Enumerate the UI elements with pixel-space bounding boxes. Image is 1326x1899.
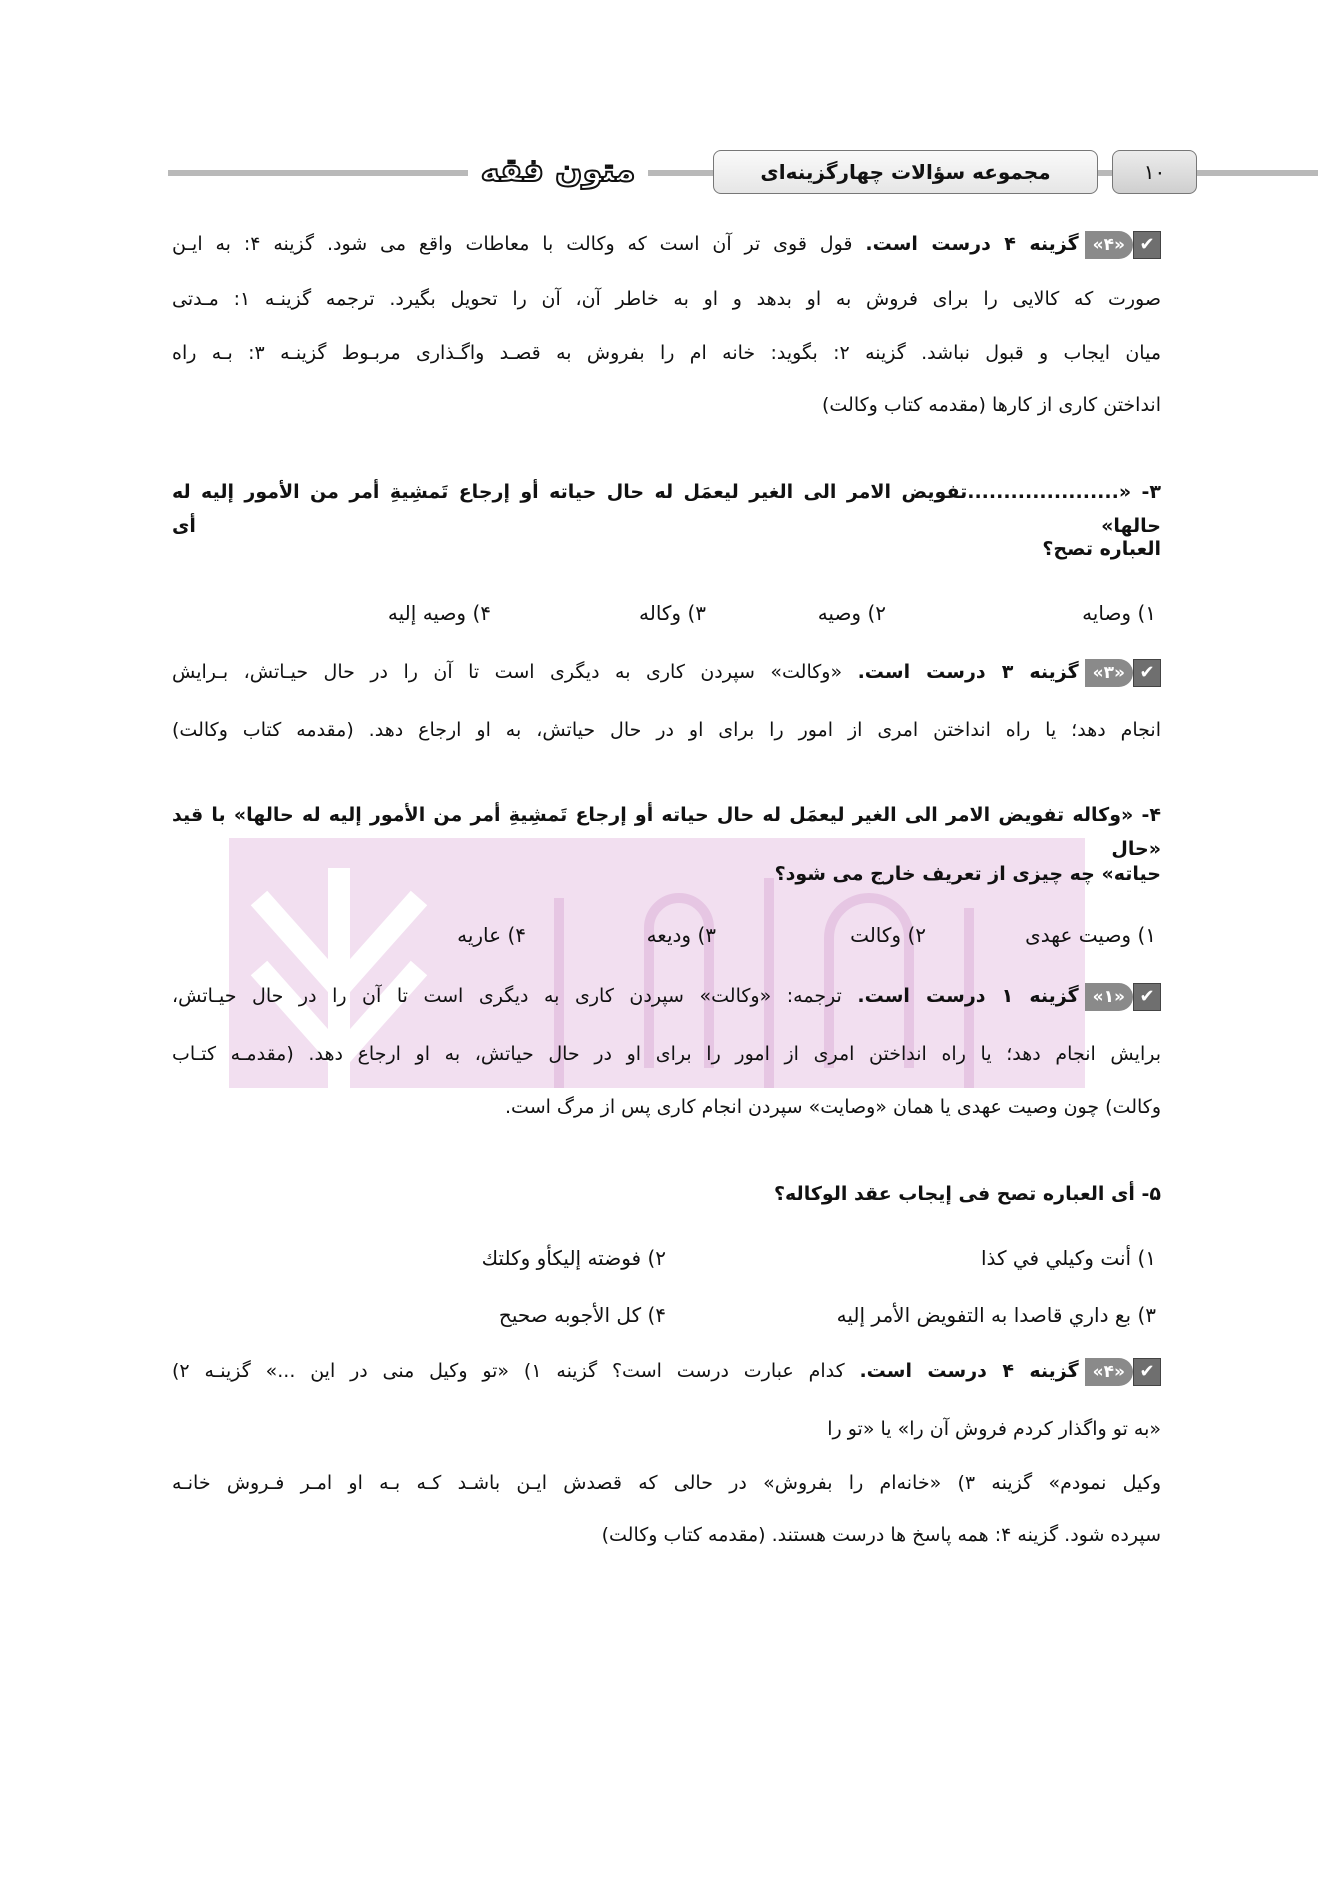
answer-4-line-2: برایش انجام دهد؛ یا راه انداختن امری از امور را برای او در حال حیاتش، به او ارجاع دهد. (مقدمـه کتـاب (172, 1043, 1161, 1065)
correct-answer-badge: ✔ «۴» (1085, 231, 1161, 259)
question-4-option-1: ۱) وصیت عهدی (1025, 923, 1156, 947)
question-3-option-4: ۴) وصیه إلیه (387, 601, 491, 625)
question-3-option-3: ۳) وکاله (639, 601, 706, 625)
question-4-option-2: ۲) وکالت (850, 923, 926, 947)
answer-2-line-4: انداختن کاری از کارها (مقدمه کتاب وکالت) (821, 394, 1161, 416)
checkmark-icon: ✔ (1133, 231, 1161, 259)
answer-3-line-1: ✔ «۳» گزینه ۳ درست است. «وکالت» سپردن کاری به دیگری است تا آن را در حال حیـاتش، بـرایش (172, 655, 1161, 689)
question-3-option-2: ۲) وصیه (817, 601, 886, 625)
series-logo: متون فقه (468, 146, 648, 194)
correct-answer-badge: ✔ «۱» (1085, 983, 1161, 1011)
question-4-line-2: حیاته» چه چیزی از تعریف خارج می شود؟ (774, 863, 1161, 885)
page-number: ۱۰ (1112, 150, 1197, 194)
question-3-option-1: ۱) وصایه (1082, 601, 1156, 625)
checkmark-icon: ✔ (1133, 1358, 1161, 1386)
question-5-option-4: ۴) کل الأجوبه صحیح (498, 1303, 666, 1327)
answer-5-line-1: ✔ «۴» گزینه ۴ درست است. کدام عبارت درست است؟ گزینه ۱) «تو وکیل منی در این ...» گزینـه ۲) (172, 1354, 1161, 1388)
correct-answer-badge: ✔ «۴» (1085, 1358, 1161, 1386)
question-5-option-2: ۲) فوضته إلیكأو وکلتك (481, 1246, 666, 1270)
book-title: مجموعه سؤالات چهارگزینه‌ای (713, 150, 1098, 194)
answer-5-line-3: وکیل نمودم» گزینه ۳) «خانه‌ام را بفروش» در حالی که قصدش ایـن باشـد کـه بـه او امـر فـروش خانـه (172, 1472, 1162, 1494)
answer-4-line-1: ✔ «۱» گزینه ۱ درست است. ترجمه: «وکالت» سپردن کاری به دیگری است تا آن را در حال حیـاتش، (172, 979, 1161, 1013)
answer-2-line-3: میان ایجاب و قبول نباشد. گزینه ۲: بگوید: خانه ام را بفروش به قصـد واگـذاری مربـوط گزینـه ۳: بـه راه (172, 342, 1161, 364)
checkmark-icon: ✔ (1133, 983, 1161, 1011)
answer-4-line-3: وکالت) چون وصیت عهدی یا همان «وصایت» سپردن انجام کاری پس از مرگ است. (505, 1096, 1161, 1118)
question-5-option-1: ۱) أنت وکیلي في کذا (980, 1246, 1156, 1270)
answer-3-line-2: انجام دهد؛ یا راه انداختن امری از امور را برای او در حال حیاتش، به او ارجاع دهد. (مقدمه کتاب وکالت) (172, 719, 1161, 741)
question-5-line-1: ۵- أی العباره تصح فی إیجاب عقد الوکاله؟ (774, 1183, 1161, 1205)
question-4-line-1: ۴- «وکاله تفویض الامر الی الغیر لیعمَل له حال حیاته أو إرجاع تَمشِیةِ أمر من الأمور إلیه له حالها» با قید «حال (172, 804, 1161, 860)
answer-2-line-2: صورت که کالایی را برای فروش به او بدهد و او به خاطر آن، آن را تحویل بگیرد. ترجمه گزینـه ۱: مـدتی (172, 288, 1161, 310)
question-3-line-1: ۳- «.....................تفویض الامر الی الغیر لیعمَل له حال حیاته أو إرجاع تَمشِیةِ أمر من الأمور إلیه له حالها» أی (172, 481, 1161, 537)
question-5-option-3: ۳) بع داري قاصدا به التفویض الأمر إلیه (836, 1303, 1156, 1327)
question-3-line-2: العباره تصح؟ (1042, 538, 1161, 560)
question-4-option-3: ۳) ودیعه (646, 923, 716, 947)
answer-5-line-2: «به تو واگذار کردم فروش آن را» یا «تو را (827, 1418, 1161, 1440)
checkmark-icon: ✔ (1133, 659, 1161, 687)
correct-answer-badge: ✔ «۳» (1085, 659, 1161, 687)
question-4-option-4: ۴) عاریه (457, 923, 526, 947)
answer-2-line-1: ✔ «۴» گزینه ۴ درست است. قول قوی تر آن است که وکالت با معاطات واقع می شود. گزینه ۴: به ایـن (172, 227, 1161, 261)
answer-5-line-4: سپرده شود. گزینه ۴: همه پاسخ ها درست هستند. (مقدمه کتاب وکالت) (601, 1524, 1161, 1546)
